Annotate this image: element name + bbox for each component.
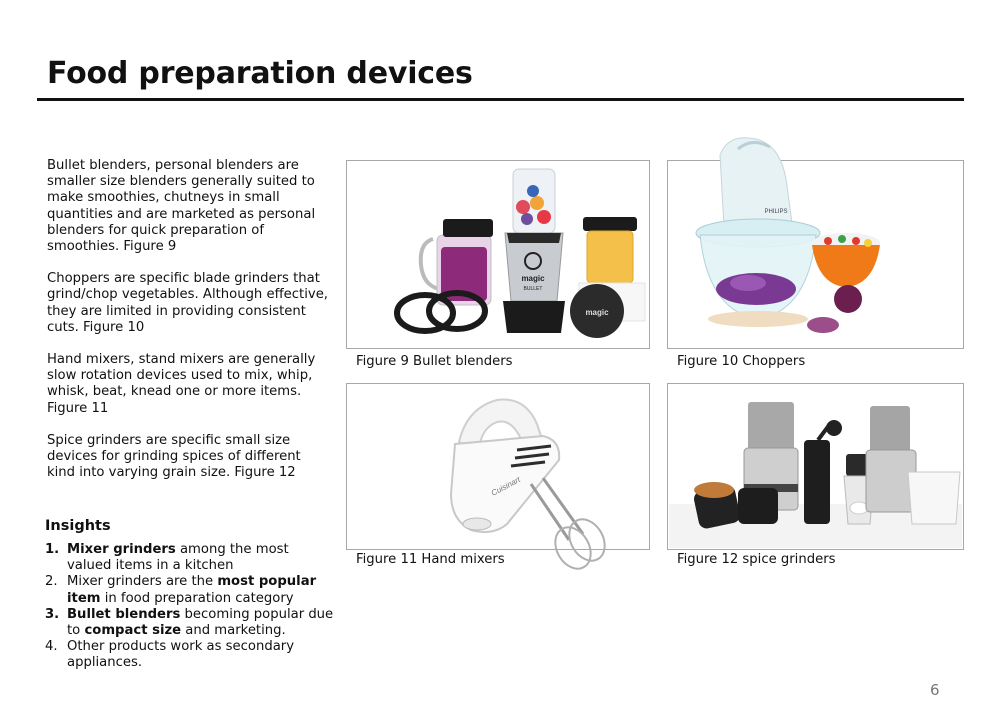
- insight-number: 4.: [45, 639, 58, 655]
- bullet-blenders-image: [347, 161, 649, 348]
- figure-spice-grinders: [667, 383, 964, 550]
- insight-bold: Mixer grinders: [67, 542, 176, 557]
- brand-label: magic: [521, 274, 545, 283]
- paragraph-spice-grinders: Spice grinders are specific small size devices for grinding spices of different kind into varying grain size. Figure 12: [47, 432, 301, 481]
- insight-number: 3.: [45, 606, 60, 622]
- insight-text: Other products work as secondary appliances.: [67, 639, 295, 671]
- page-number: 6: [930, 681, 940, 699]
- figure-caption-9: Figure 9 Bullet blenders: [356, 354, 513, 369]
- insights-list: [45, 542, 335, 672]
- figure-caption-12: Figure 12 spice grinders: [677, 552, 836, 567]
- insight-text: Mixer grinders are the: [67, 574, 218, 590]
- choppers-image: [668, 161, 963, 348]
- insight-item-1: [45, 542, 335, 574]
- hand-mixer-image: [347, 384, 649, 549]
- insight-bold: most popular item: [67, 574, 317, 606]
- insight-item-4: [45, 639, 335, 671]
- figure-caption-10: Figure 10 Choppers: [677, 354, 806, 369]
- insight-text: in food preparation category: [100, 590, 294, 606]
- brand-label: PHILIPS: [764, 209, 788, 215]
- insight-text: becoming popular due to: [67, 606, 334, 639]
- paragraph-choppers: Choppers are specific blade grinders that grind/chop vegetables. Although effective, they are limited in providing consistent cuts. Figure 10: [47, 271, 328, 335]
- insight-number: 2.: [45, 574, 58, 590]
- insight-number: 1.: [45, 542, 60, 557]
- insight-text: among the most valued items in a kitchen: [67, 542, 289, 574]
- figure-hand-mixers: [346, 383, 650, 550]
- title-rule: [37, 98, 964, 101]
- figure-bullet-blenders: [346, 160, 650, 349]
- spice-grinders-image: [668, 384, 963, 549]
- insights-heading: Insights: [45, 518, 111, 534]
- paragraph-bullet-blenders: Bullet blenders, personal blenders are smaller size blenders generally suited to make smoothies, chutneys in small quantities and are marketed as personal blenders for quick preparation of smoothies. Figure 9: [47, 158, 316, 255]
- paragraph-hand-mixers: Hand mixers, stand mixers are generally slow rotation devices used to mix, whip, whisk, beat, knead one or more items. Figure 11: [47, 352, 316, 416]
- description-text: [47, 158, 332, 497]
- brand-label-sub: BULLET: [523, 286, 543, 292]
- page-title: Food preparation devices: [47, 56, 473, 91]
- insight-bold: Bullet blenders: [67, 606, 181, 622]
- insight-item-2: [45, 574, 335, 606]
- insight-bold: compact size: [84, 623, 182, 639]
- brand-label: Cuisinart: [489, 474, 522, 498]
- figure-caption-11: Figure 11 Hand mixers: [356, 552, 505, 567]
- insight-text: and marketing.: [181, 623, 286, 639]
- lid-brand-label: magic: [585, 308, 609, 317]
- insight-item-3: [45, 607, 335, 639]
- figure-choppers: [667, 160, 964, 349]
